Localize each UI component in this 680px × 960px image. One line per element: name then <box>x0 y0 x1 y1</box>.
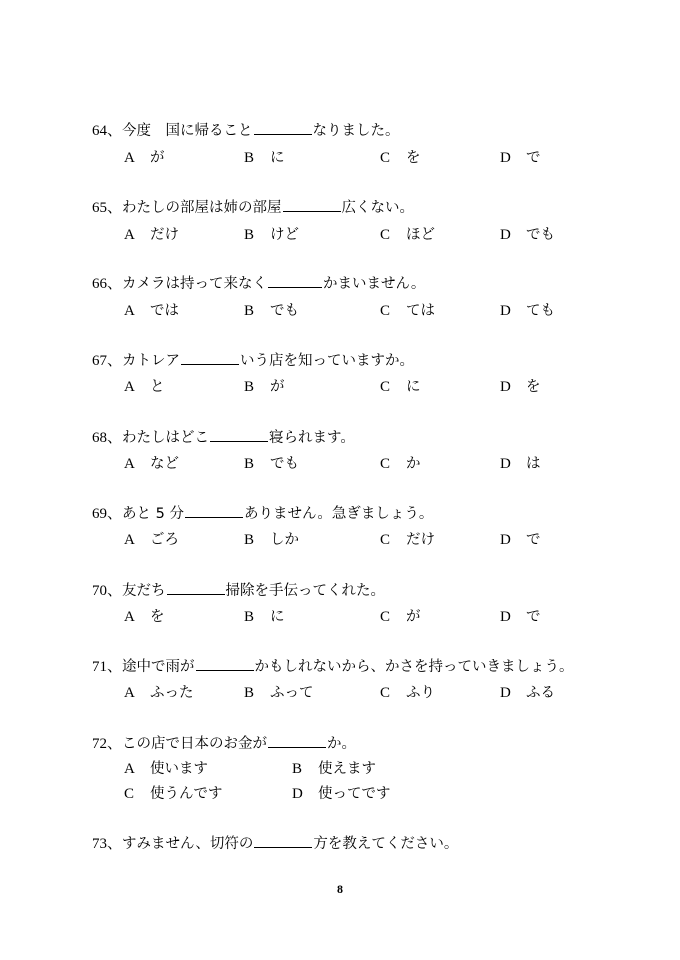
option-c[interactable]: C ほど <box>380 227 435 243</box>
question-text-before: 今度 国に帰ること <box>122 123 253 139</box>
question-text-after: か。 <box>327 736 357 752</box>
option-d[interactable]: D 使ってです <box>292 786 391 802</box>
question-68 <box>92 427 355 448</box>
option-d[interactable]: D で <box>500 609 541 625</box>
question-text-before: すみません、切符の <box>122 836 254 852</box>
answer-blank[interactable] <box>185 503 243 518</box>
option-a[interactable]: A だけ <box>124 227 179 243</box>
option-c[interactable]: C だけ <box>380 532 435 548</box>
question-number: 71、 <box>92 659 123 675</box>
question-text-before: あと 5 分 <box>122 506 184 522</box>
option-a[interactable]: A を <box>124 609 165 625</box>
question-72 <box>92 733 356 754</box>
answer-blank[interactable] <box>254 833 312 848</box>
option-d[interactable]: D で <box>500 532 541 548</box>
option-d[interactable]: D ても <box>500 303 555 319</box>
option-d[interactable]: D でも <box>500 227 555 243</box>
option-a[interactable]: A ふった <box>124 685 194 701</box>
question-text-after: 広くない。 <box>341 200 415 216</box>
option-b[interactable]: B に <box>244 609 285 625</box>
option-a[interactable]: A など <box>124 456 179 472</box>
option-a[interactable]: A 使います <box>124 761 208 777</box>
question-number: 68、 <box>92 430 123 446</box>
answer-blank[interactable] <box>268 733 326 748</box>
question-text-before: わたしはどこ <box>122 430 210 446</box>
question-text-after: 掃除を手伝ってくれた。 <box>225 583 386 599</box>
option-b[interactable]: B けど <box>244 227 299 243</box>
answer-blank[interactable] <box>210 427 268 442</box>
question-66 <box>92 273 425 294</box>
question-67 <box>92 350 414 371</box>
question-69 <box>92 503 433 524</box>
question-number: 70、 <box>92 583 123 599</box>
option-c[interactable]: C を <box>380 150 421 166</box>
option-b[interactable]: B 使えます <box>292 761 376 777</box>
question-number: 69、 <box>92 506 123 522</box>
question-text-after: かまいません。 <box>323 276 426 292</box>
option-b[interactable]: B ふって <box>244 685 314 701</box>
option-d[interactable]: D で <box>500 150 541 166</box>
answer-blank[interactable] <box>181 350 239 365</box>
option-c[interactable]: C ては <box>380 303 435 319</box>
question-text-after: なりました。 <box>312 123 400 139</box>
question-text-before: 途中で雨が <box>122 659 195 675</box>
question-text-before: カトレア <box>122 353 181 369</box>
option-c[interactable]: C 使うんです <box>124 786 223 802</box>
option-b[interactable]: B でも <box>244 456 299 472</box>
question-text-before: 友だち <box>122 583 166 599</box>
option-c[interactable]: C ふり <box>380 685 435 701</box>
question-71 <box>92 656 574 677</box>
option-a[interactable]: A ごろ <box>124 532 179 548</box>
option-a[interactable]: A が <box>124 150 165 166</box>
question-text-after: 寝られます。 <box>269 430 355 446</box>
question-number: 67、 <box>92 353 123 369</box>
question-text-after: ありません。急ぎましょう。 <box>243 506 434 522</box>
question-text-after: かもしれないから、かさを持っていきましょう。 <box>254 659 574 675</box>
question-73 <box>92 833 458 854</box>
option-a[interactable]: A と <box>124 379 165 395</box>
question-70 <box>92 580 385 601</box>
page-number: 8 <box>337 882 343 896</box>
question-text-before: この店で日本のお金が <box>122 736 268 752</box>
question-65 <box>92 197 414 218</box>
option-c[interactable]: C が <box>380 609 421 625</box>
option-d[interactable]: D ふる <box>500 685 555 701</box>
answer-blank[interactable] <box>167 580 225 595</box>
question-number: 65、 <box>92 200 123 216</box>
question-text-before: カメラは持って来なく <box>122 276 268 292</box>
option-b[interactable]: B でも <box>244 303 299 319</box>
option-a[interactable]: A では <box>124 303 179 319</box>
option-b[interactable]: B が <box>244 379 285 395</box>
option-b[interactable]: B しか <box>244 532 299 548</box>
option-d[interactable]: D を <box>500 379 541 395</box>
question-number: 64、 <box>92 123 123 139</box>
question-number: 72、 <box>92 736 123 752</box>
answer-blank[interactable] <box>283 197 341 212</box>
question-text-after: 方を教えてください。 <box>313 836 459 852</box>
option-c[interactable]: C か <box>380 456 421 472</box>
question-number: 73、 <box>92 836 123 852</box>
question-64 <box>92 120 400 141</box>
question-number: 66、 <box>92 276 123 292</box>
question-text-after: いう店を知っていますか。 <box>240 353 415 369</box>
option-b[interactable]: B に <box>244 150 285 166</box>
option-c[interactable]: C に <box>380 379 421 395</box>
question-text-before: わたしの部屋は姉の部屋 <box>122 200 282 216</box>
answer-blank[interactable] <box>196 656 254 671</box>
answer-blank[interactable] <box>268 273 322 288</box>
option-d[interactable]: D は <box>500 456 541 472</box>
answer-blank[interactable] <box>254 120 312 135</box>
